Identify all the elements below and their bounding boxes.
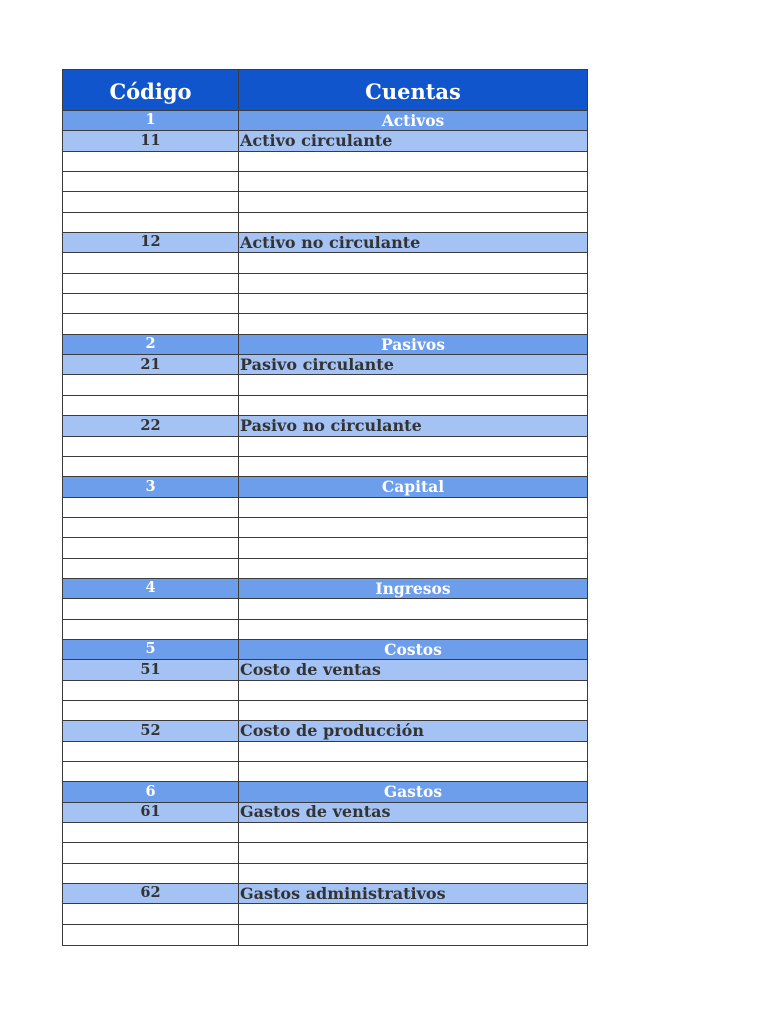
table-row [63, 253, 587, 273]
account-name-cell[interactable]: Costos [384, 639, 442, 659]
account-code-cell[interactable] [63, 843, 239, 862]
account-name-cell[interactable]: Costo de producción [240, 721, 424, 740]
account-name-cell[interactable] [239, 274, 587, 293]
account-code-cell[interactable] [63, 823, 239, 842]
table-row [63, 701, 587, 721]
account-name-cell[interactable] [239, 864, 587, 883]
account-subgroup-row [63, 884, 587, 904]
table-body [63, 111, 587, 945]
account-code-cell[interactable]: 4 [63, 579, 239, 598]
account-name-cell[interactable] [239, 192, 587, 211]
account-code-cell[interactable]: 62 [63, 884, 239, 903]
account-code-cell[interactable]: 6 [63, 782, 239, 801]
table-row [63, 457, 587, 477]
table-row [63, 681, 587, 701]
account-subgroup-row [63, 131, 587, 151]
table-row [63, 559, 587, 579]
account-group-row [63, 579, 587, 599]
account-code-cell[interactable] [63, 599, 239, 618]
account-code-cell[interactable]: 3 [63, 477, 239, 496]
account-name-cell[interactable] [239, 457, 587, 476]
table-header [63, 70, 587, 111]
table-row [63, 314, 587, 334]
account-name-cell[interactable] [239, 843, 587, 862]
account-name-cell[interactable] [239, 213, 587, 232]
account-name-cell[interactable]: Costo de ventas [240, 660, 381, 679]
account-code-cell[interactable] [63, 904, 239, 923]
account-subgroup-row [63, 355, 587, 375]
code-column-header: Código [63, 70, 239, 110]
account-name-cell[interactable] [239, 599, 587, 618]
account-name-cell[interactable]: Ingresos [375, 578, 451, 598]
account-name-cell[interactable] [239, 681, 587, 700]
account-name-cell[interactable] [239, 701, 587, 720]
account-code-cell[interactable] [63, 762, 239, 781]
account-code-cell[interactable] [63, 172, 239, 191]
account-code-cell[interactable] [63, 701, 239, 720]
account-code-cell[interactable] [63, 538, 239, 557]
account-code-cell[interactable] [63, 253, 239, 272]
account-name-cell[interactable]: Pasivo circulante [240, 355, 394, 374]
account-name-cell[interactable] [239, 742, 587, 761]
account-subgroup-row [63, 803, 587, 823]
account-name-cell[interactable] [239, 559, 587, 578]
table-row [63, 213, 587, 233]
account-code-cell[interactable]: 51 [63, 660, 239, 679]
account-name-cell[interactable]: Pasivos [381, 334, 445, 354]
account-group-row [63, 335, 587, 355]
account-name-cell[interactable] [239, 538, 587, 557]
account-code-cell[interactable] [63, 457, 239, 476]
table-row [63, 375, 587, 395]
table-row [63, 925, 587, 945]
table-row [63, 762, 587, 782]
account-code-cell[interactable] [63, 518, 239, 537]
account-name-cell[interactable] [239, 294, 587, 313]
account-name-cell[interactable] [239, 498, 587, 517]
chart-of-accounts-table [62, 69, 588, 946]
account-code-cell[interactable] [63, 375, 239, 394]
table-row [63, 274, 587, 294]
account-code-cell[interactable] [63, 742, 239, 761]
table-row [63, 843, 587, 863]
account-name-cell[interactable]: Gastos de ventas [240, 802, 391, 822]
table-row [63, 823, 587, 843]
account-code-cell[interactable]: 21 [63, 355, 239, 374]
account-code-cell[interactable]: 61 [63, 803, 239, 822]
account-code-cell[interactable] [63, 314, 239, 333]
table-row [63, 599, 587, 619]
account-code-cell[interactable]: 1 [63, 111, 239, 130]
table-row [63, 518, 587, 538]
account-code-cell[interactable] [63, 559, 239, 578]
account-code-cell[interactable] [63, 213, 239, 232]
account-name-cell[interactable]: Capital [381, 477, 445, 497]
table-row [63, 538, 587, 558]
table-row [63, 396, 587, 416]
table-row [63, 192, 587, 212]
account-code-cell[interactable] [63, 274, 239, 293]
account-group-row [63, 782, 587, 802]
account-name-cell[interactable] [239, 375, 587, 394]
account-name-cell[interactable] [239, 904, 587, 923]
table-row [63, 904, 587, 924]
account-name-cell[interactable] [239, 925, 587, 945]
table-row [63, 620, 587, 640]
account-name-cell[interactable] [239, 253, 587, 272]
account-code-cell[interactable] [63, 437, 239, 456]
account-subgroup-row [63, 721, 587, 741]
account-code-cell[interactable]: 52 [63, 721, 239, 740]
table-row [63, 294, 587, 314]
account-name-cell[interactable]: Activo no circulante [240, 233, 421, 252]
table-row [63, 498, 587, 518]
account-subgroup-row [63, 416, 587, 436]
account-code-cell[interactable] [63, 192, 239, 211]
table-row [63, 437, 587, 457]
account-name-cell[interactable] [239, 152, 587, 171]
account-code-cell[interactable] [63, 152, 239, 171]
account-code-cell[interactable] [63, 294, 239, 313]
account-name-cell[interactable]: Pasivo no circulante [240, 416, 422, 435]
account-code-cell[interactable]: 2 [63, 335, 239, 354]
account-name-cell[interactable]: Gastos [383, 782, 443, 802]
account-name-cell[interactable] [239, 172, 587, 191]
account-name-cell[interactable] [239, 437, 587, 456]
table-row [63, 742, 587, 762]
account-code-cell[interactable] [63, 681, 239, 700]
account-code-cell[interactable]: 22 [63, 416, 239, 435]
table-row [63, 864, 587, 884]
account-name-cell[interactable]: Activo circulante [240, 131, 393, 151]
account-code-cell[interactable] [63, 498, 239, 517]
account-name-cell[interactable] [239, 620, 587, 639]
account-name-cell[interactable] [239, 396, 587, 415]
account-code-cell[interactable] [63, 925, 239, 945]
account-name-cell[interactable] [239, 314, 587, 333]
account-name-cell[interactable]: Gastos administrativos [240, 884, 446, 903]
account-group-row [63, 640, 587, 660]
account-subgroup-row [63, 660, 587, 680]
account-group-row [63, 111, 587, 131]
account-code-cell[interactable] [63, 864, 239, 883]
table-row [63, 172, 587, 192]
accounts-column-header: Cuentas [365, 78, 461, 104]
account-code-cell[interactable]: 12 [63, 233, 239, 252]
account-code-cell[interactable]: 5 [63, 640, 239, 659]
account-code-cell[interactable] [63, 620, 239, 639]
table-row [63, 152, 587, 172]
account-code-cell[interactable] [63, 396, 239, 415]
account-name-cell[interactable]: Activos [381, 111, 445, 130]
account-code-cell[interactable]: 11 [63, 131, 239, 150]
account-name-cell[interactable] [239, 762, 587, 781]
account-group-row [63, 477, 587, 497]
account-name-cell[interactable] [239, 823, 587, 842]
account-subgroup-row [63, 233, 587, 253]
account-name-cell[interactable] [239, 518, 587, 537]
